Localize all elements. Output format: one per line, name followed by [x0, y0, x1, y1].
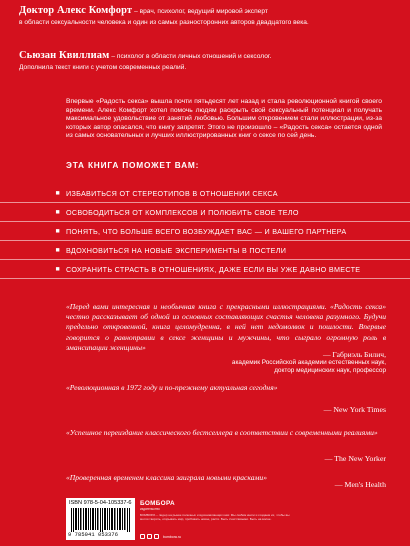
- author-desc-rest: Дополнила текст книги с учетом современных реалий.: [19, 64, 187, 71]
- publisher-logo-sub: издательство: [140, 507, 160, 511]
- review-quote: «Проверенная временем классика заиграла новыми красками»: [66, 473, 268, 482]
- bullet-square-icon: ■: [55, 227, 60, 235]
- review-source: [232, 350, 386, 375]
- bullet-square-icon: ■: [55, 265, 60, 273]
- list-item: [0, 202, 410, 221]
- barcode-digits: 9 785041 053376: [68, 532, 119, 538]
- list-item: [0, 240, 410, 259]
- author-desc: – врач, психолог, ведущий мировой эксперт: [134, 8, 268, 15]
- author-comfort: [19, 6, 395, 28]
- author-quilliam: [19, 51, 395, 73]
- social-links: [140, 534, 181, 539]
- divider: [0, 278, 410, 279]
- author-desc: – психолог в области личных отношений и сексолог.: [111, 53, 272, 60]
- intro-paragraph: Впервые «Радость секса» вышла почти пятьдесят лет назад и стала революционной книгой своего времени. Алекс Комфорт хотел помочь людям раскрыть свой сексуальный потенциал и получать максимальное удовольствие от занятий любовью. Большим откровением стали иллюстрации, из-за которых автор опасался, что книгу запретят. Этого не произошло – «Радость секса» остается одной из самых основательных и лучших иллюстрированных книг о сексе по сей день.: [66, 98, 382, 140]
- instagram-icon[interactable]: [147, 534, 152, 539]
- review-author-title: академик Российской академии естественных наук,: [231, 359, 386, 366]
- benefits-list: [0, 184, 410, 279]
- bullet-square-icon: ■: [55, 246, 60, 254]
- publisher-block: [140, 500, 290, 521]
- telegram-icon[interactable]: [154, 534, 159, 539]
- publisher-logo: БОМБОРА: [140, 500, 175, 507]
- review-source: — New York Times: [323, 405, 386, 414]
- author-name: Сьюзан Квиллиам: [19, 50, 110, 61]
- author-desc-rest: в области сексуальности человека и один из самых разносторонних авторов двадцатого века.: [19, 19, 309, 26]
- list-item-text: ВДОХНОВИТЬСЯ НА НОВЫЕ ЭКСПЕРИМЕНТЫ В ПОСТЕЛИ: [66, 245, 287, 255]
- bullet-square-icon: ■: [55, 189, 60, 197]
- publisher-fineprint: БОМБОРА – лидер на рынке полезных и вдохновляющих книг. Мы любим книги и создаем их, чтобы вы могли творить, открывать мир, пробовать новое, расти. Быть счастливыми. Быть на волне.: [140, 513, 290, 521]
- review-source: — Men's Health: [334, 480, 386, 489]
- review-quote: «Революционная в 1972 году и по-прежнему актуальная сегодня»: [66, 383, 278, 392]
- list-item-text: СОХРАНИТЬ СТРАСТЬ В ОТНОШЕНИЯХ, ДАЖЕ ЕСЛИ ВЫ УЖЕ ДАВНО ВМЕСТЕ: [66, 264, 361, 274]
- benefits-heading: ЭТА КНИГА ПОМОЖЕТ ВАМ:: [66, 160, 200, 170]
- review-author: — Габриэль Билич,: [322, 350, 386, 359]
- author-name: Доктор Алекс Комфорт: [19, 5, 133, 16]
- vk-icon[interactable]: [140, 534, 145, 539]
- list-item-text: ПОНЯТЬ, ЧТО БОЛЬШЕ ВСЕГО ВОЗБУЖДАЕТ ВАС — И ВАШЕГО ПАРТНЕРА: [66, 226, 347, 236]
- list-item: [0, 259, 410, 278]
- review-author-degree: доктор медицинских наук, профессор: [274, 367, 386, 374]
- review-source: — The New Yorker: [324, 454, 386, 463]
- barcode-bars-icon: [71, 508, 131, 532]
- publisher-site-link[interactable]: bombora.ru: [163, 534, 181, 539]
- list-item-text: ИЗБАВИТЬСЯ ОТ СТЕРЕОТИПОВ В ОТНОШЕНИИ СЕКСА: [66, 188, 278, 198]
- list-item-text: ОСВОБОДИТЬСЯ ОТ КОМПЛЕКСОВ И ПОЛЮБИТЬ СВОЕ ТЕЛО: [66, 207, 299, 217]
- barcode: [66, 498, 135, 540]
- list-item: [0, 221, 410, 240]
- bullet-square-icon: ■: [55, 208, 60, 216]
- list-item: [0, 184, 410, 202]
- review-quote: «Перед вами интересная и необычная книга с прекрасными иллюстрациями. «Радость секса» честно рассказывает об одной из основных составляющих счастья человека разумного. Будучи предельно откровенной, книга целомудренна, в ней нет недомолвок и пошлости. Впервые говорится о равноправии в сексе женщины и мужчины, что сыграло огромную роль в эмансипации женщины»: [66, 302, 386, 352]
- isbn-label: ISBN 978-5-04-105337-6: [69, 500, 132, 506]
- review-quote: «Успешное переиздание классического бестселлера в соответствии с современными реалиями»: [66, 428, 378, 437]
